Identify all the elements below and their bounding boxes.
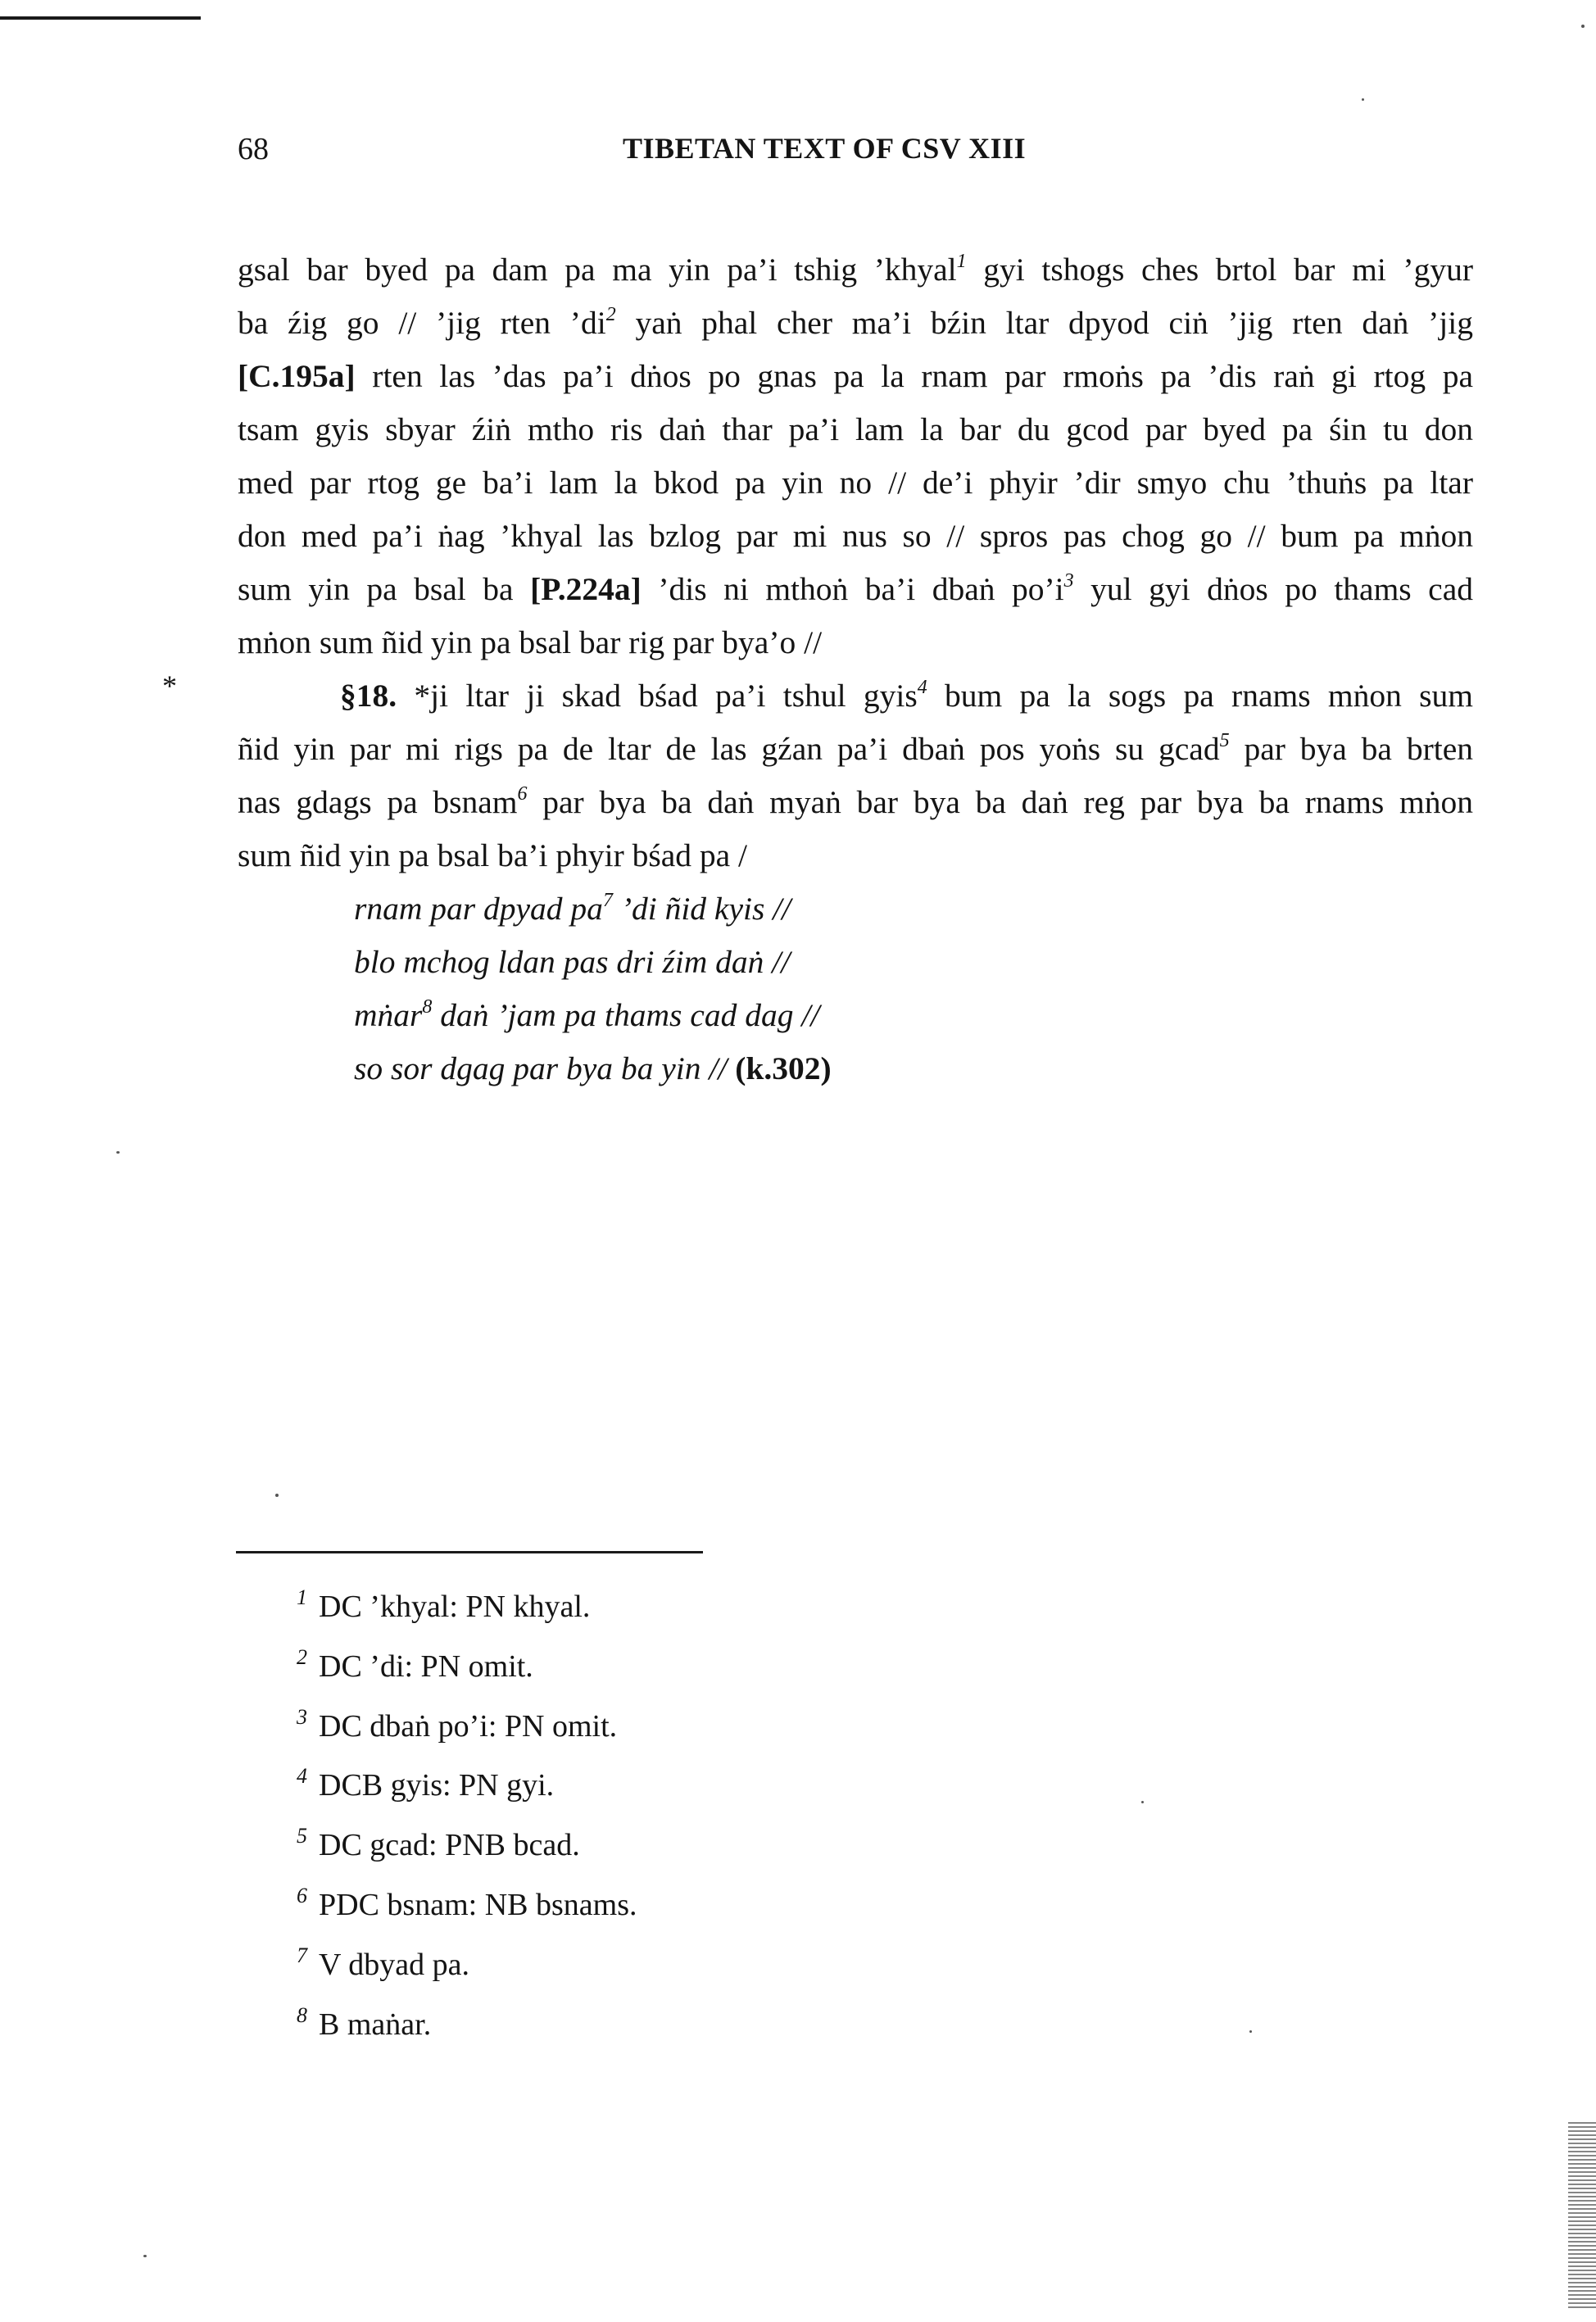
footnote-number: 5 bbox=[297, 1824, 307, 1848]
running-head: TIBETAN TEXT OF CSV XIII bbox=[623, 132, 1027, 165]
footnote-ref[interactable]: 4 bbox=[917, 677, 927, 698]
footnote-text: DCB gyis: PN gyi. bbox=[319, 1768, 555, 1803]
text-line: ba źig go // ’jig rten $’di^2$ yaṅ phal cher ma’i bźin ltar dpyod ciṅ ’jig rten daṅ ’jig bbox=[238, 304, 1473, 341]
scan-speck bbox=[116, 1151, 120, 1154]
footnote-text: DC ’di: PN omit. bbox=[319, 1649, 533, 1684]
footnote bbox=[297, 1756, 637, 1816]
footnote-text: V dbyad pa. bbox=[319, 1947, 469, 1982]
footnote bbox=[297, 1816, 637, 1875]
text-line: gsal bar byed pa dam pa ma yin pa’i tshig ’khyal$^1$ gyi tshogs ches brtol bar mi ’gyur bbox=[238, 251, 1473, 288]
footnote-number: 2 bbox=[297, 1644, 307, 1669]
scan-speck bbox=[1141, 1801, 1144, 1803]
footnote-number: 8 bbox=[297, 2002, 307, 2027]
text-line: tsam gyis sbyar źiṅ mtho ris daṅ thar pa’i lam la bar du gcod par byed pa śin tu don bbox=[238, 411, 1473, 447]
footnote-ref[interactable]: 3 bbox=[1063, 570, 1074, 592]
footnote-text: DC dbaṅ po’i: PN omit. bbox=[319, 1708, 618, 1744]
text-line: ñid yin par mi rigs pa de ltar de las gźan pa’i dbaṅ pos yoṅs su gcad$^5$ par bya ba brten bbox=[238, 730, 1473, 767]
scan-speck bbox=[143, 2255, 147, 2257]
footnote-number: 7 bbox=[297, 1943, 307, 1967]
section-number: §18. bbox=[340, 678, 397, 714]
scan-speck bbox=[1249, 2030, 1252, 2033]
footnote-ref[interactable]: 1 bbox=[956, 251, 967, 272]
scan-speck bbox=[1581, 25, 1585, 28]
verse-line: blo mchog ldan pas dri źim daṅ // bbox=[354, 944, 791, 980]
top-edge-rule bbox=[0, 16, 201, 20]
footnote-text: DC gcad: PNB bcad. bbox=[319, 1828, 580, 1863]
footnote bbox=[297, 1577, 637, 1637]
margin-asterisk: * bbox=[162, 669, 177, 702]
footnote-ref[interactable]: 2 bbox=[605, 304, 616, 325]
scan-speck bbox=[1362, 98, 1364, 101]
footnote-text: B maṅar. bbox=[319, 2007, 432, 2042]
text-line: med par rtog ge ba’i lam la bkod pa yin no // de’i phyir ’dir smyo chu ’thuṅs pa ltar bbox=[238, 465, 1473, 501]
folio-reference: [C.195a] bbox=[238, 358, 356, 394]
footnote bbox=[297, 1697, 637, 1757]
scan-speck bbox=[275, 1494, 279, 1497]
footnote bbox=[297, 1935, 637, 1995]
folio-reference: [P.224a] bbox=[530, 571, 642, 607]
footnote-separator bbox=[236, 1551, 703, 1553]
text-line: sum ñid yin pa bsal ba’i phyir bśad pa / bbox=[238, 837, 748, 873]
text-line: mṅon sum ñid yin pa bsal bar rig par bya’o // bbox=[238, 624, 823, 660]
footnote-number: 1 bbox=[297, 1585, 307, 1609]
text-line: sum yin pa bsal ba [P.224a] ’dis ni mthoṅ ba’i dbaṅ $po’i^3$ yul gyi dṅos po thams cad bbox=[238, 570, 1473, 607]
text-line: [C.195a] rten las ’das pa’i dṅos po gnas pa la rnam par rmoṅs pa ’dis raṅ gi rtog pa bbox=[238, 358, 1473, 394]
footnote bbox=[297, 1875, 637, 1935]
text-line: §18. *ji ltar ji skad bśad pa’i tshul gyis$^4$ bum pa la sogs pa rnams mṅon sum bbox=[340, 677, 1473, 714]
footnote-ref[interactable]: 5 bbox=[1219, 730, 1230, 751]
footnote-text: DC ’khyal: PN khyal. bbox=[319, 1590, 591, 1624]
verse-line: so sor dgag par bya ba yin // (k.302) bbox=[354, 1050, 832, 1086]
footnote-text: PDC bsnam: NB bsnams. bbox=[319, 1887, 637, 1922]
footnote-number: 4 bbox=[297, 1764, 307, 1789]
footnote bbox=[297, 1995, 637, 2055]
footnote-number: 6 bbox=[297, 1883, 307, 1907]
footnote bbox=[297, 1637, 637, 1697]
page-number: 68 bbox=[238, 132, 269, 166]
text-line: nas gdags pa bsnam$^6$ par bya ba daṅ myaṅ bar bya ba daṅ reg par bya ba rnams mṅon bbox=[238, 783, 1473, 820]
footnote-ref[interactable]: 6 bbox=[517, 783, 528, 805]
footnote-ref[interactable]: 7 bbox=[602, 890, 613, 911]
karika-reference: (k.302) bbox=[735, 1050, 832, 1086]
verse-line: mṅar$^8$ daṅ ’jam pa thams cad dag // bbox=[354, 996, 820, 1033]
footnote-number: 3 bbox=[297, 1704, 307, 1729]
text-line: don med pa’i ṅag ’khyal las bzlog par mi nus so // spros pas chog go // bum pa mṅon bbox=[238, 518, 1473, 554]
footnote-ref[interactable]: 8 bbox=[422, 996, 433, 1018]
scan-edge-noise bbox=[1568, 2122, 1596, 2311]
main-text bbox=[238, 243, 1473, 1095]
verse-line: rnam par dpyad $pa^7$ ’di ñid kyis // bbox=[354, 890, 791, 927]
footnotes bbox=[297, 1577, 637, 2054]
